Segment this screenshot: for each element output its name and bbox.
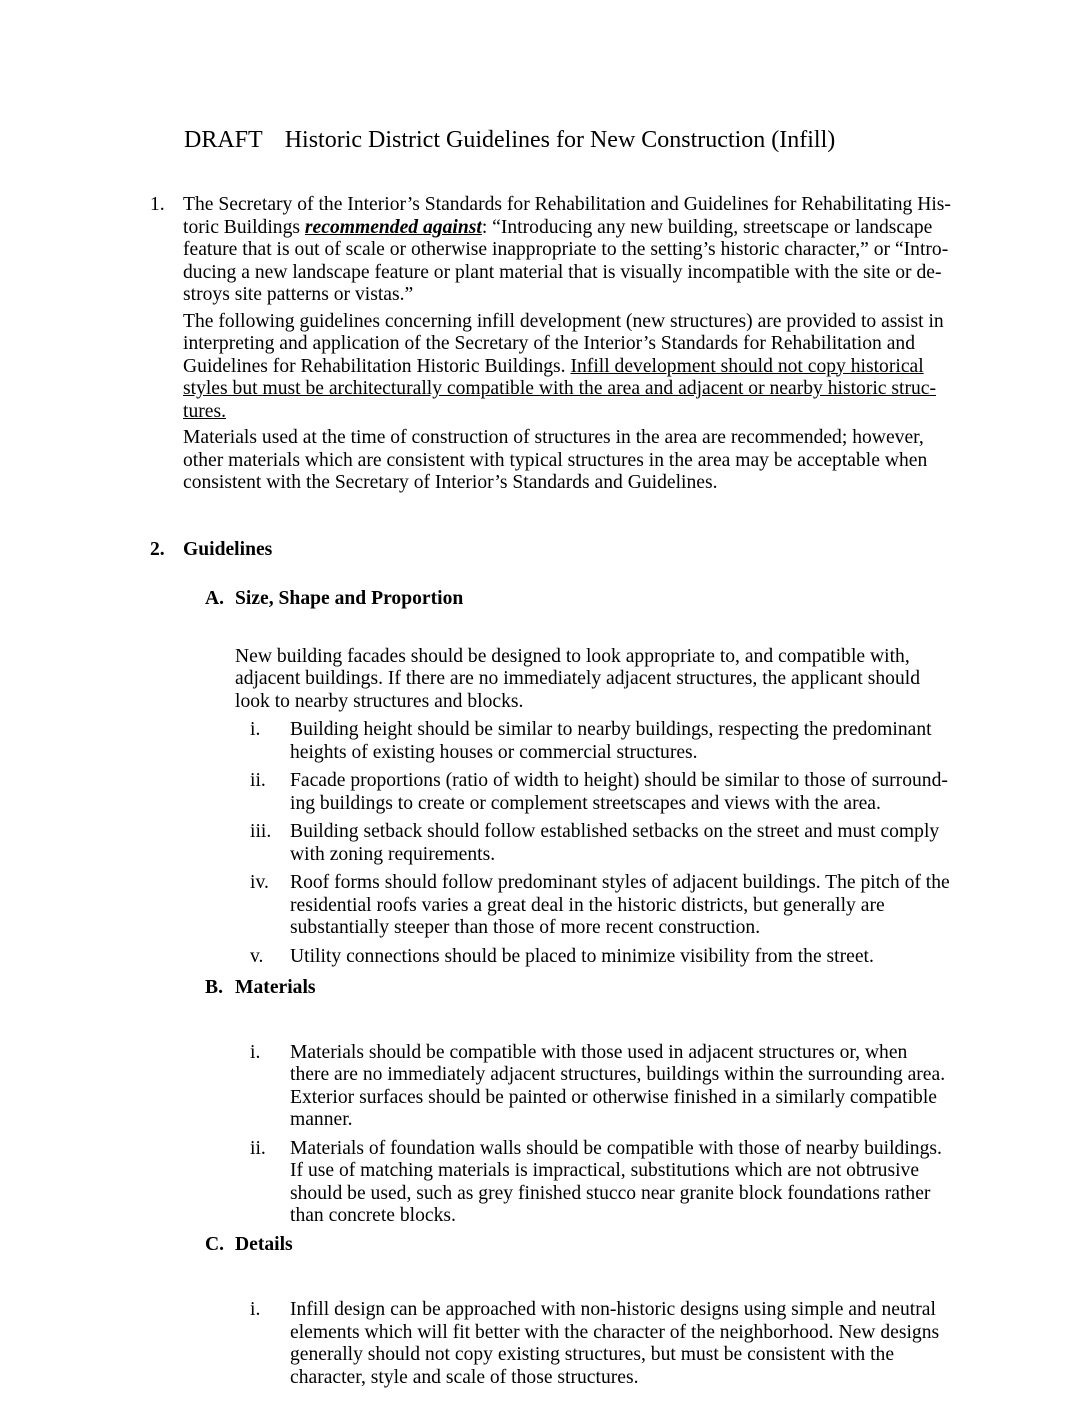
paragraph-secretary-standards: The Secretary of the Interior’s Standards for Rehabilitation and Guidelines for Rehabilitating Historic Buildings recommended against: “Introducing any new building, streetscape or landscape feature that is out of scale or otherwise inappropriate to the setting’s historic character,” or “Introducing a new landscape feature or plant material that is visually incompatible with the site or destroys site patterns or vistas.” <box>183 194 951 305</box>
subsection-c-title: Details <box>235 1233 293 1255</box>
guidelines-heading: Guidelines <box>183 538 273 560</box>
subsection-a-items <box>150 719 951 968</box>
list-item-b-i <box>250 1042 951 1132</box>
list-item-a-ii <box>250 770 951 815</box>
list-item-1 <box>150 194 951 499</box>
item-text: Materials of foundation walls should be compatible with those of nearby buildings. If use of matching materials is impractical, substitutions which are not obtrusive should be used, such as grey finished stucco near granite block foundations rather than concrete blocks. <box>290 1137 942 1226</box>
roman-numeral: iii. <box>250 821 272 842</box>
roman-numeral: i. <box>250 719 261 740</box>
item-text: Utility connections should be placed to minimize visibility from the street. <box>290 945 874 967</box>
subsection-c-items <box>150 1299 951 1389</box>
item-text: Building setback should follow established setbacks on the street and must comply with zoning requirements. <box>290 821 940 865</box>
roman-numeral: ii. <box>250 770 266 791</box>
list-item-a-i <box>250 719 951 764</box>
list-item-a-v <box>250 946 951 969</box>
document-body <box>150 194 951 1395</box>
list-item-c-i <box>250 1299 951 1389</box>
roman-numeral: ii. <box>250 1137 266 1159</box>
title-text: Historic District Guidelines for New Construction (Infill) <box>284 127 836 153</box>
document-title <box>184 126 835 155</box>
subsection-a-heading <box>205 588 951 611</box>
list-item-b-ii <box>250 1138 951 1228</box>
item-text: Roof forms should follow predominant styles of adjacent buildings. The pitch of the residential roofs varies a great deal in the historic districts, but generally are substantially steeper than those of more recent construction. <box>290 872 950 938</box>
subsection-b-heading <box>205 977 951 1000</box>
list-item-a-iii <box>250 821 951 866</box>
subsection-a-intro: New building facades should be designed to look appropriate to, and compatible with, adjacent buildings. If there are no immediately adjacent structures, the applicant should look to nearby structures and blocks. <box>235 645 920 712</box>
subsection-a-title: Size, Shape and Proportion <box>235 588 464 609</box>
draft-label: DRAFT <box>184 127 263 153</box>
paragraph-following-guidelines: The following guidelines concerning infill development (new structures) are provided to assist in interpreting and application of the Secretary of the Interior’s Standards for Rehabilitation and Guidelines for Rehabilitation Historic Buildings. Infill development should not copy historical styles but must be architecturally compatible with the area and adjacent or nearby historic structures. <box>183 310 944 422</box>
item-text: Building height should be similar to nearby buildings, respecting the predominant heights of existing houses or commercial structures. <box>290 719 932 763</box>
item-text: Infill design can be approached with non-historic designs using simple and neutral elements which will fit better with the character of the neighborhood. New designs generally should not copy existing structures, but must be consistent with the character, style and scale of those structures. <box>290 1299 940 1388</box>
subsection-b-letter: B. <box>205 977 223 998</box>
item-text: Facade proportions (ratio of width to height) should be similar to those of surrounding buildings to create or complement streetscapes and views with the area. <box>290 770 948 814</box>
subsection-b-items <box>150 1042 951 1228</box>
list-item-2 <box>150 539 951 562</box>
list-item-1-body <box>183 194 951 499</box>
subsection-c-heading <box>205 1234 951 1257</box>
roman-numeral: i. <box>250 1041 261 1063</box>
list-number-2: 2. <box>150 538 165 560</box>
list-item-a-iv <box>250 872 951 940</box>
roman-numeral: iv. <box>250 872 269 893</box>
item-text: Materials should be compatible with those used in adjacent structures or, when there are no immediately adjacent structures, buildings within the surrounding area. Exterior surfaces should be painted or otherwise finished in a similarly compatible manner. <box>290 1041 946 1130</box>
subsection-c-letter: C. <box>205 1233 225 1255</box>
paragraph-materials-used: Materials used at the time of construction of structures in the area are recommended; however, other materials which are consistent with typical structures in the area may be acceptable when consistent with the Secretary of Interior’s Standards and Guidelines. <box>183 427 928 493</box>
roman-numeral: v. <box>250 945 264 967</box>
subsection-b-title: Materials <box>235 977 316 998</box>
list-number-1: 1. <box>150 194 165 215</box>
subsection-a-letter: A. <box>205 588 225 609</box>
roman-numeral: i. <box>250 1299 261 1320</box>
